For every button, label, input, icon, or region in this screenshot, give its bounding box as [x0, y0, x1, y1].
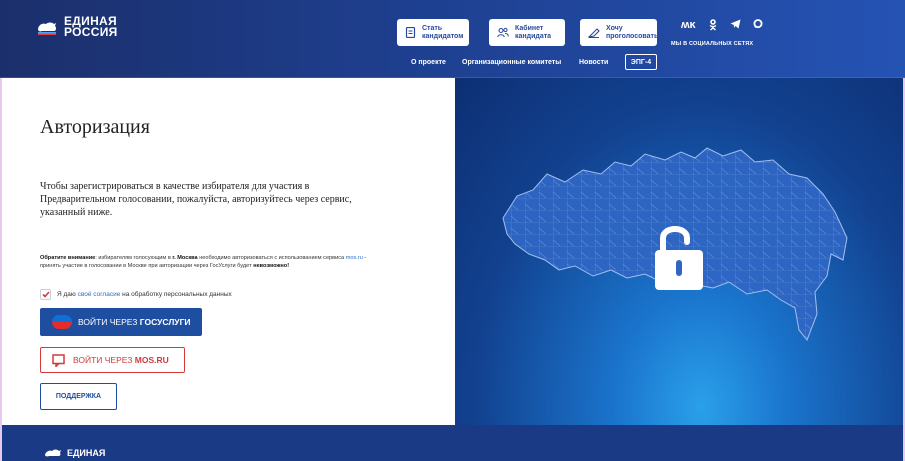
become-candidate-button[interactable] — [397, 19, 469, 46]
page-title: Авторизация — [40, 116, 150, 138]
become-candidate-label — [422, 25, 463, 41]
mos-ru-link[interactable]: mos.ru — [345, 255, 363, 261]
want-to-vote-label — [606, 25, 658, 41]
document-icon — [405, 27, 416, 38]
become-candidate-line1: Стать — [422, 24, 443, 32]
footer-bear-logo-icon — [44, 447, 62, 459]
gosuslugi-logo-icon — [52, 315, 72, 329]
people-icon — [497, 27, 509, 38]
notice-impossible: невозможно! — [253, 263, 290, 269]
moscow-notice — [40, 254, 380, 270]
notice-attention: Обратите внимание — [40, 255, 96, 261]
candidate-cabinet-button[interactable] — [489, 19, 565, 46]
nav-news[interactable]: Новости — [579, 59, 609, 66]
brand-name-line2: РОССИЯ — [64, 25, 118, 39]
mos-prefix: ВОЙТИ ЧЕРЕЗ — [73, 355, 135, 365]
gosuslugi-login-button[interactable] — [40, 308, 202, 336]
gosuslugi-brand: ГОСУСЛУГИ — [139, 317, 191, 327]
footer-logo[interactable] — [44, 447, 105, 459]
checkmark-icon — [42, 291, 50, 298]
social-caption: МЫ В СОЦИАЛЬНЫХ СЕТЯХ — [671, 41, 754, 47]
nav-org-committees[interactable]: Организационные комитеты — [462, 59, 562, 66]
notice-part3: - принять участие в голосовании в Москве при авторизации через ГосУслуги будет — [40, 255, 367, 269]
notice-part2: необходимо авторизоваться с использованием сервиса — [197, 255, 346, 261]
consent-link[interactable]: своё согласие — [77, 291, 121, 298]
mos-ru-logo-icon — [52, 354, 65, 367]
want-to-vote-line1: Хочу — [606, 24, 623, 32]
consent-row — [40, 289, 232, 300]
brand-name — [64, 16, 118, 38]
consent-text-before: Я даю — [57, 291, 78, 298]
site-footer — [2, 425, 903, 461]
brand-name-line1: ЕДИНАЯ — [64, 14, 117, 28]
brand-logo[interactable] — [36, 16, 118, 38]
support-button[interactable]: ПОДДЕРЖКА — [40, 383, 117, 410]
consent-checkbox[interactable] — [40, 289, 51, 300]
russia-map-graphic — [455, 78, 903, 425]
notice-city: г. Москва — [172, 255, 198, 261]
candidate-cabinet-line2: кандидата — [515, 32, 552, 40]
want-to-vote-button[interactable] — [580, 19, 657, 46]
notice-part1: : избирателям голосующим в — [95, 255, 173, 261]
russia-map-illustration — [455, 78, 903, 425]
want-to-vote-line2: проголосовать — [606, 32, 659, 40]
epg-button[interactable]: ЭПГ-4 — [625, 54, 657, 70]
auth-lead-text: Чтобы зарегистрироваться в качестве избирателя для участия в Предварительном голосовании, пожалуйста, авторизуйтесь через сервис, указанный ниже. — [40, 181, 352, 218]
mos-brand: MOS.RU — [134, 355, 169, 365]
gosuslugi-prefix: ВОЙТИ ЧЕРЕЗ — [78, 317, 140, 327]
become-candidate-line2: кандидатом — [422, 32, 464, 40]
nav-about[interactable]: О проекте — [411, 59, 446, 66]
candidate-cabinet-line1: Кабинет — [515, 24, 544, 32]
candidate-cabinet-label — [515, 25, 551, 41]
telegram-icon[interactable] — [730, 19, 741, 29]
social-links — [681, 19, 763, 31]
consent-text-after: на обработку персональных данных — [120, 291, 232, 298]
chat-icon[interactable] — [753, 19, 763, 29]
vk-icon[interactable]: ʍĸ — [681, 19, 696, 31]
mos-login-button[interactable] — [40, 347, 185, 373]
ballot-icon — [588, 27, 600, 38]
footer-brand-name: ЕДИНАЯ — [67, 448, 106, 458]
bear-logo-icon — [36, 19, 58, 35]
odnoklassniki-icon[interactable] — [708, 19, 718, 31]
